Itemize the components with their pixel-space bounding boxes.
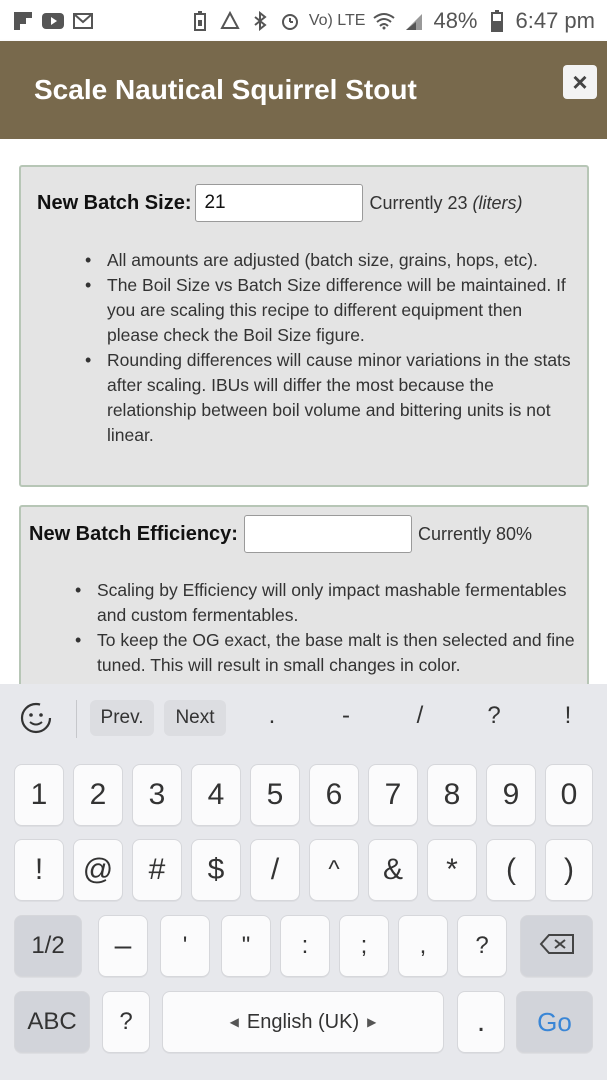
batch-efficiency-input[interactable] [244,515,412,553]
mail-icon [72,10,94,32]
bluetooth-icon [249,10,271,32]
batch-efficiency-panel [19,505,589,684]
key-9[interactable]: 9 [486,764,536,826]
list-item: • Rounding differences will cause minor variations in the stats after scaling. IBUs will differ the most because the relationship between boil volume and bittering units is not linear. [81,348,573,448]
list-item: • To keep the OG exact, the base malt is then selected and fine tuned. This will result in small changes in color. [71,628,583,678]
modal-title: Scale Nautical Squirrel Stout [34,74,417,105]
status-bar [0,0,607,42]
batch-size-unit: (liters) [472,192,523,213]
key-dollar[interactable]: $ [191,839,241,901]
status-right [189,8,595,34]
key-7[interactable]: 7 [368,764,418,826]
battery-percent: 48% [433,8,478,33]
key-hash[interactable]: # [132,839,182,901]
youtube-icon [42,10,64,32]
wifi-icon [373,10,395,32]
modal-content[interactable] [0,139,607,684]
toolbar-dash-key[interactable]: - [342,702,350,729]
close-icon: × [572,67,588,97]
batch-size-current [369,193,522,214]
batch-size-input[interactable] [195,184,363,222]
key-comma[interactable]: , [398,915,448,977]
chevron-right-icon: ▶ [367,1015,377,1029]
key-left-paren[interactable]: ( [486,839,536,901]
list-item: • Scaling by Efficiency will only impact mashable fermentables and custom fermentables. [71,578,583,628]
signal-icon [403,10,425,32]
key-4[interactable]: 4 [191,764,241,826]
batch-size-row [37,184,523,222]
key-3[interactable]: 3 [132,764,182,826]
key-exclaim[interactable]: ! [14,839,64,901]
recycle-icon [219,10,241,32]
key-en-dash[interactable]: – [98,915,148,977]
key-question-mark[interactable]: ? [102,991,150,1053]
close-button[interactable] [563,65,597,99]
batch-size-notes [81,248,573,448]
modal-header [0,41,607,139]
key-6[interactable]: 6 [309,764,359,826]
key-0[interactable]: 0 [545,764,593,826]
prev-button[interactable]: Prev. [90,700,154,736]
key-slash[interactable]: / [250,839,300,901]
alarm-icon [279,10,301,32]
key-semicolon[interactable]: ; [339,915,389,977]
key-at[interactable]: @ [73,839,123,901]
key-1[interactable]: 1 [14,764,64,826]
key-8[interactable]: 8 [427,764,477,826]
backspace-button[interactable] [520,915,593,977]
key-period[interactable]: . [457,991,505,1053]
key-asterisk[interactable]: * [427,839,477,901]
key-ampersand[interactable]: & [368,839,418,901]
toolbar-period-key[interactable]: . [268,702,276,729]
batch-size-label: New Batch Size: [37,191,192,214]
space-bar[interactable] [162,991,444,1053]
key-caret[interactable]: ^ [309,839,359,901]
key-apostrophe[interactable]: ' [160,915,210,977]
toolbar-slash-key[interactable]: / [416,702,424,729]
status-time: 6:47 pm [515,8,595,33]
toolbar-divider [76,700,77,738]
key-5[interactable]: 5 [250,764,300,826]
emoji-sync-icon[interactable] [18,700,54,736]
abc-button[interactable]: ABC [14,991,90,1053]
backspace-icon [539,929,575,963]
toolbar-exclaim-key[interactable]: ! [564,702,572,729]
keyboard-toolbar [0,684,607,752]
battery-icon [486,10,508,32]
key-right-paren[interactable]: ) [545,839,593,901]
key-colon[interactable]: : [280,915,330,977]
batch-efficiency-row [29,515,532,553]
soft-keyboard [0,684,607,1080]
next-button[interactable]: Next [164,700,226,736]
language-label: English (UK) [246,1010,360,1033]
go-button[interactable]: Go [516,991,593,1053]
batch-size-current-value: Currently 23 [369,192,468,213]
flipboard-icon [12,10,34,32]
batch-size-panel [19,165,589,487]
key-2[interactable]: 2 [73,764,123,826]
key-question[interactable]: ? [457,915,507,977]
volte-indicator: Vo) LTE [308,12,366,29]
key-page-toggle[interactable]: 1/2 [14,915,82,977]
list-item: • The Boil Size vs Batch Size difference will be maintained. If you are scaling this recipe to different equipment then please check the Boil Size figure. [81,273,573,348]
key-double-quote[interactable]: " [221,915,271,977]
batch-efficiency-current: Currently 80% [417,523,532,544]
batch-efficiency-label: New Batch Efficiency: [29,522,238,545]
list-item: • All amounts are adjusted (batch size, grains, hops, etc). [81,248,573,273]
status-left [12,10,94,32]
battery-saver-icon [189,10,211,32]
toolbar-question-key[interactable]: ? [487,702,501,729]
chevron-left-icon: ◀ [229,1015,239,1029]
batch-efficiency-notes [71,578,583,678]
